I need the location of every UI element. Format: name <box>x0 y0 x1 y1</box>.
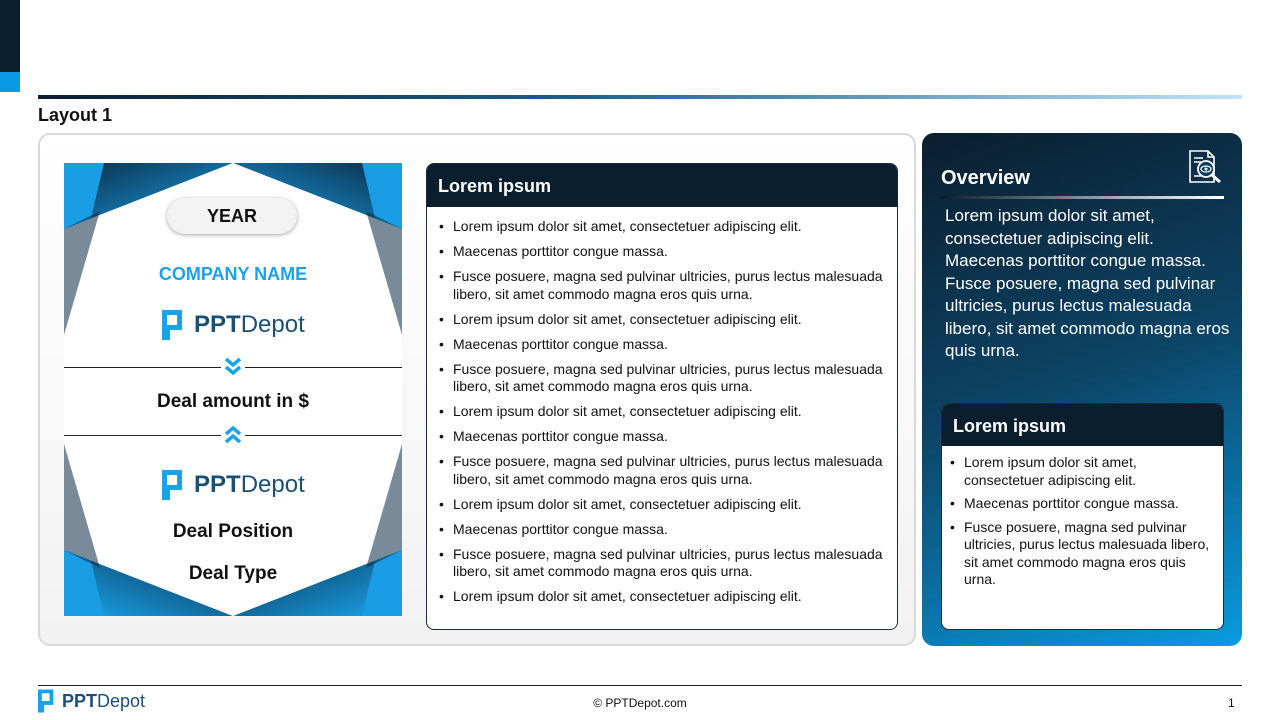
list-item: • Fusce posuere, magna sed pulvinar ultricies, purus lectus malesuada libero, sit amet commodo magna eros quis urna. <box>950 519 1215 589</box>
logo-text-regular: Depot <box>240 311 305 338</box>
company-name: COMPANY NAME <box>158 264 308 284</box>
page-number: 1 <box>1228 696 1235 710</box>
list-item: • Fusce posuere, magna sed pulvinar ultricies, purus lectus malesuada libero, sit amet commodo magna eros quis urna. <box>439 546 887 581</box>
list-item: • Maecenas porttitor congue massa. <box>950 495 1215 513</box>
overview-panel <box>922 133 1242 646</box>
main-bullet-list <box>427 207 897 606</box>
deal-position: Deal Position <box>172 521 294 542</box>
logo-mark-icon <box>162 310 188 340</box>
logo-text-regular: Depot <box>240 471 305 498</box>
title-rule <box>38 95 1242 99</box>
list-item: • Lorem ipsum dolor sit amet, consectetuer adipiscing elit. <box>439 496 887 514</box>
list-item: • Maecenas porttitor congue massa. <box>439 336 887 354</box>
logo-text-bold: PPT <box>62 690 98 711</box>
corner-accent-blue <box>0 72 20 92</box>
overview-list-box <box>941 403 1224 630</box>
deal-amount: Deal amount in $ <box>156 391 310 412</box>
list-item: • Lorem ipsum dolor sit amet, consectetuer adipiscing elit. <box>439 311 887 329</box>
company-logo-top <box>162 310 305 340</box>
list-item: • Lorem ipsum dolor sit amet, consectetuer adipiscing elit. <box>439 218 887 236</box>
deal-card <box>64 163 402 616</box>
list-item: • Fusce posuere, magna sed pulvinar ultricies, purus lectus malesuada libero, sit amet commodo magna eros quis urna. <box>439 268 887 303</box>
overview-bullet-list <box>942 446 1223 589</box>
company-logo-bottom <box>162 470 305 500</box>
list-item: • Lorem ipsum dolor sit amet, consectetuer adipiscing elit. <box>439 403 887 421</box>
overview-title: Overview <box>941 167 1030 189</box>
list-item: • Maecenas porttitor congue massa. <box>439 243 887 261</box>
document-search-icon <box>1187 149 1223 185</box>
main-list-title: Lorem ipsum <box>427 164 897 207</box>
overview-list-title: Lorem ipsum <box>942 404 1223 446</box>
chevron-down-icon <box>221 356 245 378</box>
logo-text-bold: PPT <box>194 471 241 498</box>
logo-mark-icon <box>162 470 188 500</box>
logo-text-regular: Depot <box>97 690 146 711</box>
list-item: • Fusce posuere, magna sed pulvinar ultricies, purus lectus malesuada libero, sit amet commodo magna eros quis urna. <box>439 453 887 488</box>
overview-text: Lorem ipsum dolor sit amet, consectetuer adipiscing elit. Maecenas porttitor congue massa. Fusce posuere, magna sed pulvinar ultricies, purus lectus malesuada libero, sit amet commodo magna eros quis urna. <box>945 206 1230 360</box>
logo-text-bold: PPT <box>194 311 241 338</box>
footer-rule <box>38 685 1242 686</box>
corner-accent-dark <box>0 0 20 72</box>
year-pill: YEAR <box>167 198 297 234</box>
list-item: • Maecenas porttitor congue massa. <box>439 521 887 539</box>
chevron-up-icon <box>221 424 245 446</box>
overview-rule <box>941 196 1224 199</box>
main-list-box <box>426 163 898 630</box>
list-item: • Lorem ipsum dolor sit amet, consectetuer adipiscing elit. <box>439 588 887 606</box>
deal-type: Deal Type <box>188 563 278 584</box>
list-item: • Maecenas porttitor congue massa. <box>439 428 887 446</box>
slide-title: Layout 1 <box>38 105 113 125</box>
list-item: • Fusce posuere, magna sed pulvinar ultricies, purus lectus malesuada libero, sit amet commodo magna eros quis urna. <box>439 361 887 396</box>
footer-copyright: © PPTDepot.com <box>593 696 687 710</box>
list-item: • Lorem ipsum dolor sit amet, consectetuer adipiscing elit. <box>950 454 1215 489</box>
